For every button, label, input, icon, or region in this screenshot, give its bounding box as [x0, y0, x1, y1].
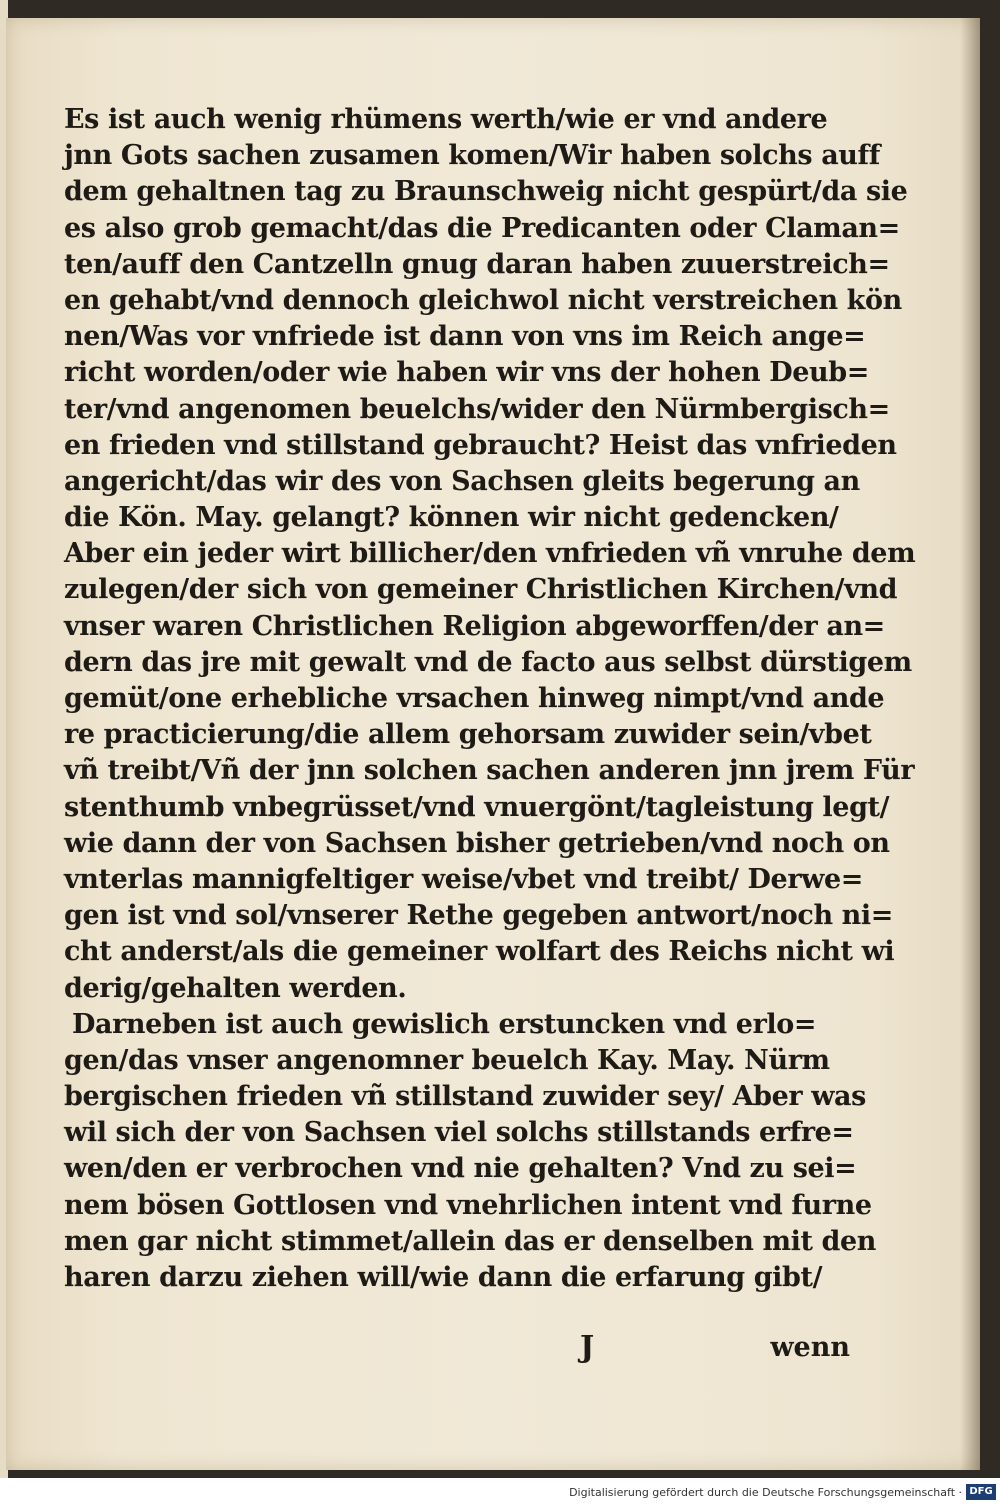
text-line: dern das jre mit gewalt vnd de facto aus selbst dürstigem: [64, 646, 912, 678]
text-line: en gehabt/vnd dennoch gleichwol nicht verstreichen kön: [64, 284, 902, 316]
text-line: Aber ein jeder wirt billicher/den vnfrieden vñ vnruhe dem: [64, 538, 916, 570]
text-line: dem gehaltnen tag zu Braunschweig nicht gespürt/da sie: [64, 176, 908, 208]
text-line: haren darzu ziehen will/wie dann die erfarung gibt/: [64, 1262, 823, 1293]
text-line: ten/auff den Cantzelln gnug daran haben zuuerstreich=: [64, 248, 890, 280]
text-line: jnn Gots sachen zusamen komen/Wir haben solchs auff: [64, 140, 880, 172]
text-line: vñ treibt/Vñ der jnn solchen sachen anderen jnn jrem Für: [64, 755, 915, 787]
text-line: en frieden vnd stillstand gebraucht? Heist das vnfrieden: [64, 429, 897, 461]
text-line: bergischen frieden vñ stillstand zuwider sey/ Aber was: [64, 1081, 866, 1113]
text-line: richt worden/oder wie haben wir vns der hohen Deub=: [64, 357, 869, 389]
text-line: derig/gehalten werden.: [64, 972, 407, 1004]
text-line: Es ist auch wenig rhümens werth/wie er vnd andere: [64, 104, 828, 135]
text-line: ter/vnd angenomen beuelchs/wider den Nürmbergisch=: [64, 393, 890, 425]
text-line: nen/Was vor vnfriede ist dann von vns im Reich ange=: [64, 321, 866, 353]
text-line: stenthumb vnbegrüsset/vnd vnuergönt/tagleistung legt/: [64, 791, 890, 823]
funding-credit: Digitalisierung gefördert durch die Deutsche Forschungsgemeinschaft ·: [569, 1486, 962, 1499]
text-line: wil sich der von Sachsen viel solchs stillstands erfre=: [64, 1117, 854, 1149]
text-line: vnterlas mannigfeltiger weise/vbet vnd treibt/ Derwe=: [64, 863, 864, 895]
text-line: nem bösen Gottlosen vnd vnehrlichen intent vnd furne: [64, 1189, 872, 1221]
viewer-footer: [0, 1478, 1000, 1508]
paragraph-start-line: Darneben ist auch gewislich erstuncken vnd erlo=: [72, 1008, 817, 1040]
text-line: gemüt/one erhebliche vrsachen hinweg nimpt/vnd ande: [64, 683, 885, 714]
text-line: wen/den er verbrochen vnd nie gehalten? Vnd zu sei=: [64, 1153, 857, 1185]
signature-mark: J: [580, 1330, 595, 1365]
text-line: zulegen/der sich von gemeiner Christlichen Kirchen/vnd: [64, 574, 898, 606]
text-line: gen ist vnd sol/vnserer Rethe gegeben antwort/noch ni=: [64, 900, 893, 932]
body-text: [64, 102, 916, 1296]
text-line: men gar nicht stimmet/allein das er denselben mit den: [64, 1225, 877, 1257]
text-line: es also grob gemacht/das die Predicanten oder Claman=: [64, 212, 900, 244]
catchword: wenn: [770, 1332, 850, 1363]
dfg-logo: DFG: [966, 1484, 996, 1500]
text-line: cht anderst/als die gemeiner wolfart des Reichs nicht wi: [64, 936, 895, 968]
book-page: [6, 18, 980, 1470]
text-line: wie dann der von Sachsen bisher getrieben/vnd noch on: [64, 827, 890, 859]
text-line: re practicierung/die allem gehorsam zuwider sein/vbet: [64, 719, 872, 751]
text-line: gen/das vnser angenomner beuelch Kay. May. Nürm: [64, 1044, 830, 1076]
page-shadow: [960, 18, 980, 1470]
text-line: vnser waren Christlichen Religion abgeworffen/der an=: [64, 610, 885, 642]
page-footer-marks: [64, 1330, 854, 1370]
text-line: angericht/das wir des von Sachsen gleits begerung an: [64, 465, 860, 497]
text-line: die Kön. May. gelangt? können wir nicht gedencken/: [64, 502, 839, 534]
